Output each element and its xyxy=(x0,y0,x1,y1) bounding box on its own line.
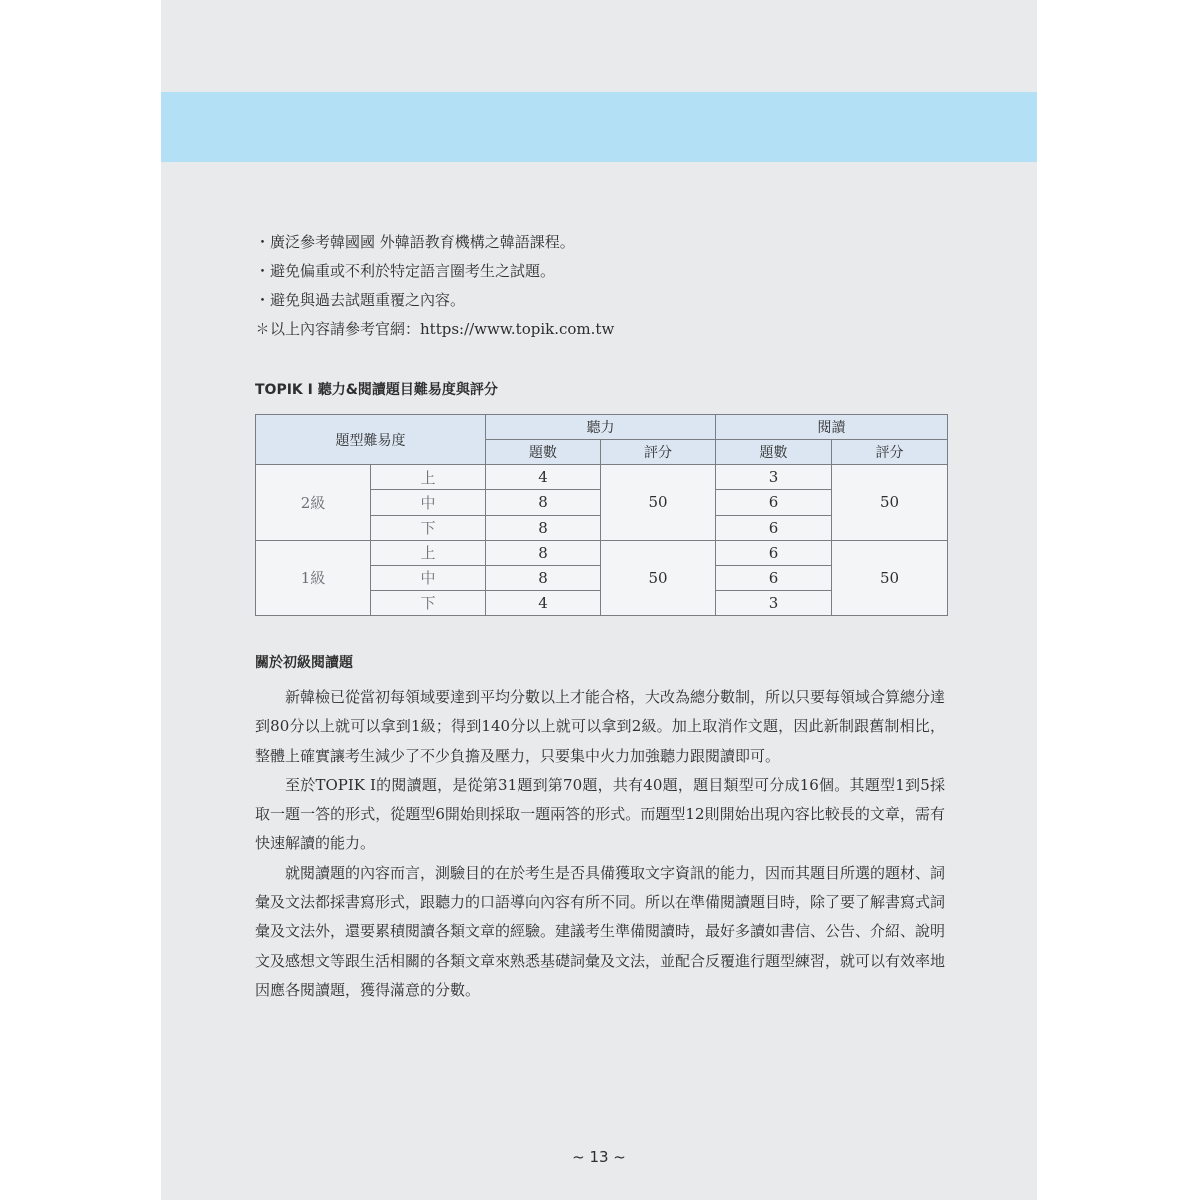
level-cell: 上 xyxy=(371,540,486,565)
listening-count-cell: 8 xyxy=(486,565,601,590)
bullet-item: ・避免與過去試題重覆之內容。 xyxy=(255,291,466,309)
level-cell: 下 xyxy=(371,590,486,615)
paragraph: 新韓檢已從當初每領域要達到平均分數以上才能合格，大改為總分數制，所以只要每領域合算總分達到80分以上就可以拿到1級；得到140分以上就可以拿到2級。加上取消作文題，因此新制跟舊制相比，整體上確實讓考生減少了不少負擔及壓力，只要集中火力加強聽力跟閱讀即可。 xyxy=(255,688,946,765)
table-title: TOPIK I 聽力&閱讀題目難易度與評分 xyxy=(255,382,498,398)
listening-count-cell: 4 xyxy=(486,465,601,490)
grade-cell: 2級 xyxy=(256,465,371,540)
reading-count-cell: 6 xyxy=(716,540,832,565)
reading-count-cell: 6 xyxy=(716,565,832,590)
paragraph: 就閱讀題的內容而言，測驗目的在於考生是否具備獲取文字資訊的能力，因而其題目所選的題材、詞彙及文法都採書寫形式，跟聽力的口語導向內容有所不同。所以在準備閱讀題目時，除了要了解書寫式詞彙及文法外，還要累積閱讀各類文章的經驗。建議考生準備閱讀時，最好多讀如書信、公告、介紹、說明文及感想文等跟生活相關的各類文章來熟悉基礎詞彙及文法，並配合反覆進行題型練習，就可以有效率地因應各閱讀題，獲得滿意的分數。 xyxy=(255,863,946,999)
reading-score-cell: 50 xyxy=(832,465,948,540)
bullet-item: ・避免偏重或不利於特定語言圈考生之試題。 xyxy=(255,262,556,280)
level-cell: 上 xyxy=(371,465,486,490)
difficulty-table xyxy=(255,414,948,616)
listening-score-cell: 50 xyxy=(601,465,716,540)
section-title: 關於初級閱讀題 xyxy=(255,655,353,671)
reference-note: ✽以上內容請參考官網：https://www.topik.com.tw xyxy=(255,320,615,338)
header-reading: 閱讀 xyxy=(716,415,948,440)
grade-cell: 1級 xyxy=(256,540,371,615)
page-number: ~ 13 ~ xyxy=(572,1148,626,1166)
table-row xyxy=(256,465,948,490)
header-listening-count: 題數 xyxy=(486,440,601,465)
level-cell: 下 xyxy=(371,515,486,540)
header-listening-score: 評分 xyxy=(601,440,716,465)
header-listening: 聽力 xyxy=(486,415,716,440)
bullet-list xyxy=(255,228,955,344)
header-banner xyxy=(161,92,1037,162)
level-cell: 中 xyxy=(371,490,486,515)
reading-score-cell: 50 xyxy=(832,540,948,615)
reading-count-cell: 6 xyxy=(716,515,832,540)
listening-score-cell: 50 xyxy=(601,540,716,615)
reading-count-cell: 3 xyxy=(716,590,832,615)
listening-count-cell: 8 xyxy=(486,540,601,565)
paragraph: 至於TOPIK I的閱讀題，是從第31題到第70題，共有40題，題目類型可分成16個。其題型1到5採取一題一答的形式，從題型6開始則採取一題兩答的形式。而題型12則開始出現內容比較長的文章，需有快速解讀的能力。 xyxy=(255,775,945,853)
reading-count-cell: 3 xyxy=(716,465,832,490)
listening-count-cell: 4 xyxy=(486,590,601,615)
level-cell: 中 xyxy=(371,565,486,590)
header-reading-count: 題數 xyxy=(716,440,832,465)
bullet-item: ・廣泛參考韓國國 外韓語教育機構之韓語課程。 xyxy=(255,233,575,251)
listening-count-cell: 8 xyxy=(486,490,601,515)
page xyxy=(161,0,1037,1200)
listening-count-cell: 8 xyxy=(486,515,601,540)
header-type: 題型難易度 xyxy=(256,415,486,465)
reading-count-cell: 6 xyxy=(716,490,832,515)
header-reading-score: 評分 xyxy=(832,440,948,465)
section-body xyxy=(255,683,945,1005)
table-row xyxy=(256,540,948,565)
